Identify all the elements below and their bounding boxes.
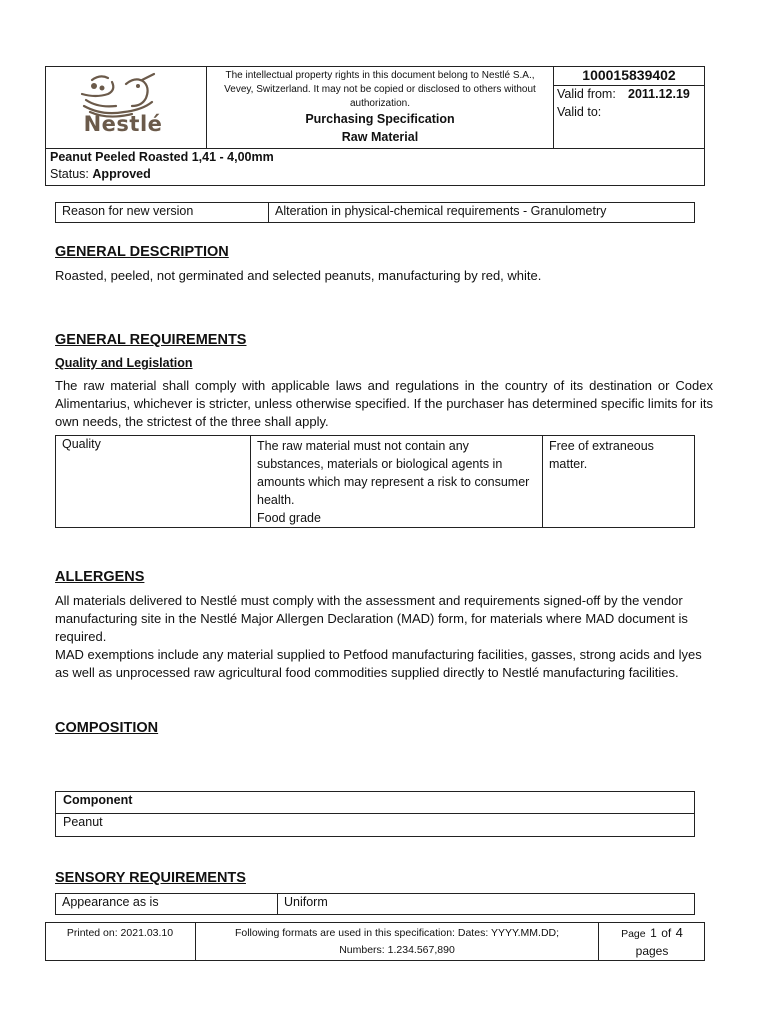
ip-notice: The intellectual property rights in this document belong to Nestlé S.A., Vevey, Switzerland. It may not be copied or disclosed to others without authorization.: [224, 70, 536, 109]
header-hline: [45, 148, 705, 149]
spec-number-underline: [553, 85, 705, 86]
composition-row: Peanut: [63, 815, 103, 829]
allergens-heading: ALLERGENS: [55, 569, 145, 585]
status-value: Approved: [92, 167, 151, 181]
page-total: 4: [675, 925, 683, 940]
nestle-logo: [72, 68, 172, 140]
pages-word: pages: [635, 944, 669, 958]
allergens-para-2: MAD exemptions include any material supplied to Petfood manufacturing facilities, gasses, strong acids and lyes as well as unprocessed raw agricultural food commodities supplied directly to Nestlé manufacturing facilities.: [55, 647, 702, 680]
formats-line-2: Numbers: 1.234.567,890: [339, 944, 455, 956]
quality-legislation-subheading: Quality and Legislation: [55, 356, 193, 370]
general-description-text: Roasted, peeled, not germinated and selected peanuts, manufacturing by red, white.: [55, 268, 542, 283]
sensory-row-value: Uniform: [284, 895, 328, 909]
sensory-heading: SENSORY REQUIREMENTS: [55, 870, 246, 886]
printed-on: Printed on: 2021.03.10: [66, 927, 174, 939]
general-requirements-heading: GENERAL REQUIREMENTS: [55, 332, 247, 348]
quality-col-divider-2: [542, 435, 543, 528]
sensory-divider: [277, 893, 278, 915]
doc-type-line1: Purchasing Specification: [305, 112, 455, 126]
page-number: 1: [650, 926, 657, 940]
header-divider-1: [206, 66, 207, 148]
logo-wordmark: Nestlé: [83, 112, 163, 136]
page-line-1: [599, 924, 705, 943]
status-line: [50, 167, 151, 181]
composition-row-divider: [55, 813, 695, 814]
quality-cell-extraneous: Free of extraneous matter.: [549, 439, 654, 471]
reason-label: Reason for new version: [62, 204, 194, 218]
formats-line-1: Following formats are used in this specification: Dates: YYYY.MM.DD;: [234, 927, 560, 939]
reason-value: Alteration in physical-chemical requirements - Granulometry: [275, 204, 607, 218]
valid-from-label: Valid from:: [557, 87, 616, 101]
formats-note: [196, 925, 598, 959]
spec-number: 100015839402: [582, 67, 676, 83]
valid-from-value: 2011.12.19: [628, 87, 690, 101]
sensory-row-label: Appearance as is: [62, 895, 159, 909]
page-indicator: [599, 924, 705, 960]
quality-requirement-text: The raw material must not contain any substances, materials or biological agents in amounts which may represent a risk to consumer health.: [257, 439, 530, 507]
quality-cell-label: Quality: [62, 437, 101, 451]
status-label: Status:: [50, 167, 89, 181]
composition-header: Component: [63, 793, 133, 807]
quality-col-divider-1: [250, 435, 251, 528]
valid-to-label: Valid to:: [557, 105, 602, 119]
page-word: Page: [621, 928, 646, 940]
composition-heading: COMPOSITION: [55, 720, 159, 736]
reason-divider: [268, 202, 269, 223]
product-name: Peanut Peeled Roasted 1,41 - 4,00mm: [50, 150, 274, 164]
composition-table: [55, 791, 695, 837]
quality-food-grade: Food grade: [257, 511, 321, 525]
general-description-heading: GENERAL DESCRIPTION: [55, 244, 229, 260]
general-requirements-text: The raw material shall comply with applicable laws and regulations in the country of its destination or Codex Alimentarius, whichever is stricter, unless otherwise specified. If the purchaser has determined specific limits for its own needs, the strictest of the three shall apply.: [55, 378, 713, 429]
allergens-para-1: All materials delivered to Nestlé must comply with the assessment and requirements signed-off by the vendor manufacturing site in the Nestlé Major Allergen Declaration (MAD) form, for materials where MAD document is required.: [55, 593, 688, 644]
page-of: of: [661, 926, 672, 940]
doc-type-line2: Raw Material: [341, 130, 419, 144]
quality-cell-requirement: [257, 437, 537, 527]
